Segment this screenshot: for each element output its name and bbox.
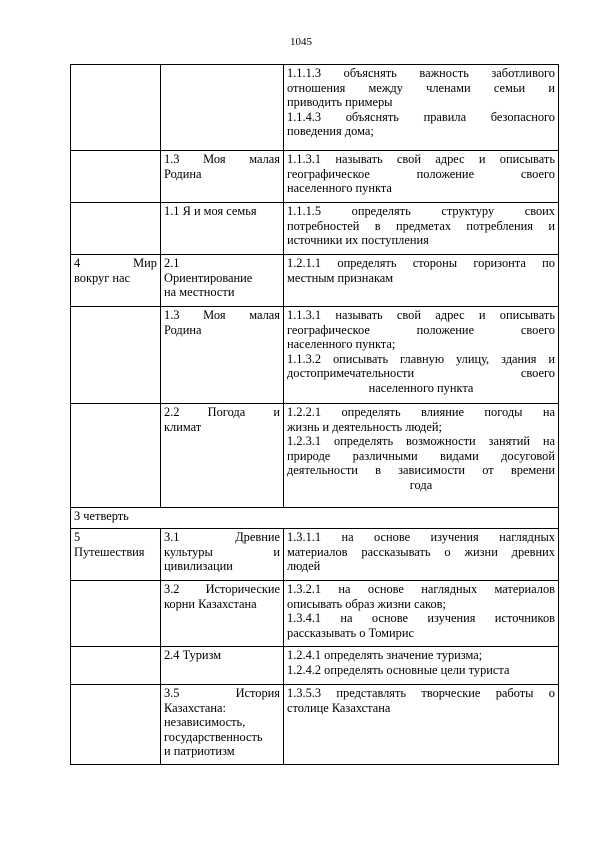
- subtopic-line: Ориентирование: [164, 270, 253, 285]
- objective-line: материалов рассказывать о жизни древних: [287, 544, 555, 559]
- table-row: [71, 307, 559, 404]
- topic-line: 5: [74, 530, 81, 544]
- objective-line: 1.2.3.1 определять возможности занятий на: [287, 434, 555, 448]
- objective-line: 1.1.4.3 объяснять правила безопасного: [287, 109, 555, 124]
- objective-line: рассказывать о Томирис: [287, 625, 414, 640]
- objective-line: 1.3.5.3 представлять творческие работы о: [287, 686, 555, 700]
- objectives-cell: [284, 203, 559, 255]
- objective-line: источники их поступления: [287, 233, 429, 247]
- objective-line: 1.1.1.3 объяснять важность заботливого: [287, 66, 555, 80]
- subtopic-cell: [161, 203, 284, 255]
- objectives-cell: [284, 404, 559, 508]
- topic-cell: [71, 307, 161, 404]
- objective-line: 1.1.3.1 называть свой адрес и описывать: [287, 308, 555, 322]
- objective-line: 1.2.4.2 определять основные цели туриста: [287, 662, 510, 677]
- subtopic-cell: [161, 529, 284, 581]
- table-row: [71, 581, 559, 647]
- objectives-cell: [284, 255, 559, 307]
- objective-line: 1.2.4.1 определять значение туризма;: [287, 648, 483, 662]
- subtopic-cell: [161, 685, 284, 765]
- subtopic-cell: [161, 647, 284, 685]
- topic-cell: [71, 151, 161, 203]
- subtopic-line: цивилизации: [164, 559, 233, 573]
- subtopic-line: 3.5 История: [164, 686, 280, 700]
- objectives-cell: [284, 685, 559, 765]
- objective-line: деятельности в зависимости от времени: [287, 463, 555, 477]
- quarter-heading: 3 четверть: [71, 508, 559, 529]
- objectives-cell: [284, 151, 559, 203]
- objective-line: 1.1.3.2 описывать главную улицу, здания и: [287, 351, 555, 366]
- objective-line: жизнь и деятельность людей;: [287, 419, 442, 434]
- objective-line: географическое положение своего: [287, 166, 555, 181]
- table-row: [71, 508, 559, 529]
- objectives-cell: [284, 647, 559, 685]
- topic-cell: [71, 581, 161, 647]
- objective-line: людей: [287, 559, 321, 573]
- objective-line: географическое положение своего: [287, 322, 555, 337]
- subtopic-line: 2.2 Погода и: [164, 405, 280, 419]
- table-row: [71, 151, 559, 203]
- topic-line: вокруг нас: [74, 270, 131, 285]
- subtopic-line: на местности: [164, 285, 235, 299]
- objective-line: поведения дома;: [287, 124, 374, 138]
- subtopic-line: 2.4 Туризм: [164, 648, 222, 662]
- objective-line: населенного пункта: [368, 380, 474, 395]
- subtopic-line: 2.1: [164, 256, 180, 270]
- objectives-cell: [284, 65, 559, 151]
- objective-line: 1.3.4.1 на основе изучения источников: [287, 611, 555, 625]
- subtopic-line: Родина: [164, 166, 202, 181]
- objective-line: 1.1.3.1 называть свой адрес и описывать: [287, 152, 555, 166]
- table-row: [71, 685, 559, 765]
- subtopic-line: корни Казахстана: [164, 596, 257, 611]
- objectives-cell: [284, 307, 559, 404]
- objective-line: населенного пункта: [287, 181, 392, 195]
- subtopic-cell: [161, 404, 284, 508]
- subtopic-line: 3.1 Древние: [164, 530, 280, 544]
- subtopic-line: и патриотизм: [164, 744, 235, 758]
- page-number: 1045: [290, 36, 312, 48]
- subtopic-cell: [161, 151, 284, 203]
- topic-cell: [71, 404, 161, 508]
- topic-cell: [71, 529, 161, 581]
- topic-cell: [71, 65, 161, 151]
- subtopic-line: 1.3 Моя малая: [164, 152, 280, 166]
- objectives-cell: [284, 581, 559, 647]
- subtopic-line: 1.3 Моя малая: [164, 308, 280, 322]
- topic-cell: [71, 255, 161, 307]
- objective-line: потребностей в предметах потребления и: [287, 218, 555, 233]
- subtopic-line: культуры и: [164, 544, 280, 559]
- table-row: [71, 529, 559, 581]
- subtopic-cell: [161, 307, 284, 404]
- objective-line: 1.3.1.1 на основе изучения наглядных: [287, 530, 555, 544]
- objective-line: местным признакам: [287, 270, 394, 285]
- topic-cell: [71, 203, 161, 255]
- objective-line: достопримечательности своего: [287, 366, 555, 380]
- objectives-cell: [284, 529, 559, 581]
- topic-cell: [71, 685, 161, 765]
- objective-line: описывать образ жизни саков;: [287, 596, 446, 611]
- objective-line: 1.2.1.1 определять стороны горизонта по: [287, 256, 555, 270]
- topic-cell: [71, 647, 161, 685]
- objective-line: 1.3.2.1 на основе наглядных материалов: [287, 582, 555, 596]
- subtopic-line: 3.2 Исторические: [164, 582, 280, 596]
- objective-line: столице Казахстана: [287, 700, 391, 715]
- subtopic-line: 1.1 Я и моя семья: [164, 204, 257, 218]
- subtopic-cell: [161, 581, 284, 647]
- subtopic-line: государственность: [164, 729, 263, 744]
- objective-line: природе различными видами досуговой: [287, 448, 555, 463]
- topic-line: Путешествия: [74, 544, 145, 559]
- objective-line: населенного пункта;: [287, 337, 396, 351]
- objective-line: 1.1.1.5 определять структуру своих: [287, 204, 555, 218]
- table-row: [71, 404, 559, 508]
- table-row: [71, 203, 559, 255]
- objective-line: приводить примеры: [287, 95, 393, 109]
- objective-line: 1.2.2.1 определять влияние погоды на: [287, 405, 555, 419]
- subtopic-cell: [161, 65, 284, 151]
- table-row: [71, 255, 559, 307]
- subtopic-cell: [161, 255, 284, 307]
- curriculum-table: [70, 64, 559, 765]
- subtopic-line: независимость,: [164, 715, 246, 729]
- objective-line: отношения между членами семьи и: [287, 80, 555, 95]
- subtopic-line: Казахстана:: [164, 700, 226, 715]
- table-row: [71, 65, 559, 151]
- subtopic-line: климат: [164, 419, 202, 434]
- subtopic-line: Родина: [164, 322, 202, 337]
- topic-line: 4 Мир: [74, 256, 157, 270]
- table-row: [71, 647, 559, 685]
- objective-line: года: [409, 477, 433, 492]
